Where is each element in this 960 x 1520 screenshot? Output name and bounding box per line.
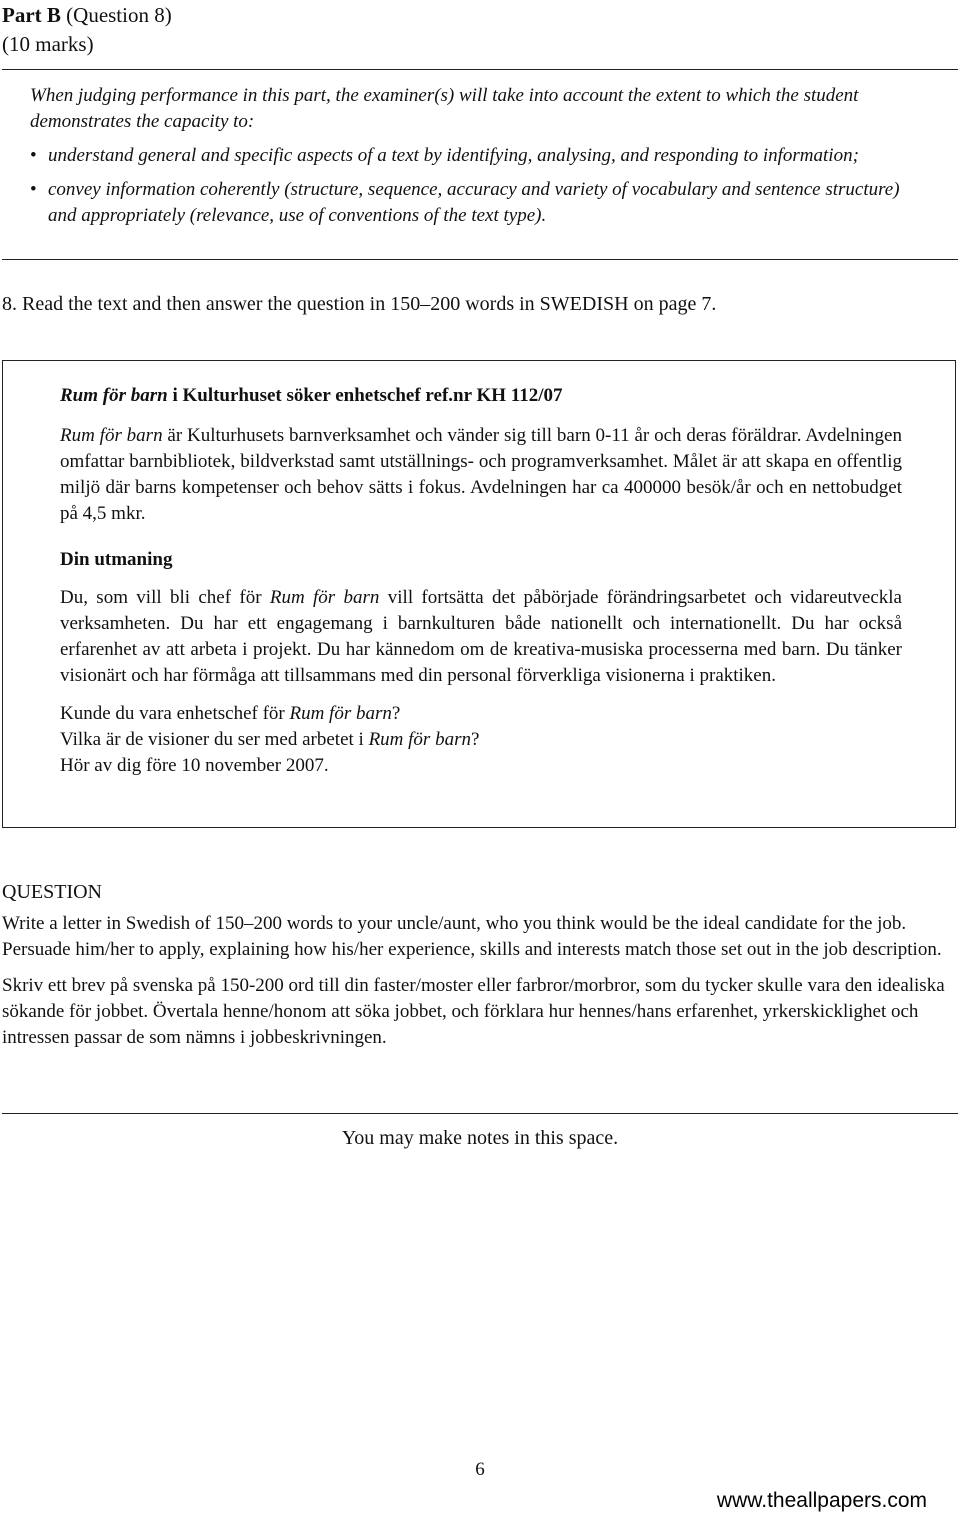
advert-title bbox=[60, 383, 902, 409]
assessment-criteria bbox=[30, 83, 930, 229]
question-swedish: Skriv ett brev på svenska på 150-200 ord till din faster/moster eller farbror/morbror, som du tycker skulle vara den idealiska sökande för jobbet. Övertala henne/honom att söka jobbet, och förklara hur hennes/hans erfarenhet, yrkerskicklighet och intressen passar de som nämns i jobbeskrivningen. bbox=[2, 975, 945, 1048]
criteria-item bbox=[30, 177, 930, 229]
bullet-icon: • bbox=[30, 179, 37, 200]
advert-closing-line-2: Vilka är de visioner du ser med arbetet i Rum för barn? bbox=[60, 729, 480, 750]
criteria-divider bbox=[2, 259, 958, 260]
advert-closing-line-3: Hör av dig före 10 november 2007. bbox=[60, 755, 329, 776]
task-instruction bbox=[2, 290, 716, 318]
advert-paragraph-2: Du, som vill bli chef för Rum för barn vill fortsätta det påbörjade förändringsarbetet och vidareutveckla verksamheten. Du har ett engagemang i barnkulturen både nationellt och internationellt. Du har också erfarenhet av att arbeta i projekt. Du har kännedom om de kreativa-musiska processerna med barn. Du tänker visionärt och har förmåga att tillsammans med din personal förverkliga visionerna i praktiken. bbox=[60, 587, 902, 686]
part-heading bbox=[2, 0, 172, 30]
top-divider bbox=[2, 69, 958, 70]
marks-label: (10 marks) bbox=[2, 32, 94, 56]
advert-subheading: Din utmaning bbox=[60, 549, 173, 570]
advert-closing-line-1: Kunde du vara enhetschef för Rum för barn? bbox=[60, 703, 401, 724]
advert-title-italic: Rum för barn bbox=[60, 385, 168, 406]
job-advert-content bbox=[60, 383, 902, 779]
criteria-intro: When judging performance in this part, the examiner(s) will take into account the extent to which the student demonstrates the capacity to: bbox=[30, 85, 859, 132]
question-reference: (Question 8) bbox=[66, 3, 172, 27]
criteria-item bbox=[30, 143, 930, 169]
task-number: 8. bbox=[2, 293, 17, 315]
question-heading: QUESTION bbox=[2, 881, 102, 903]
job-advert-box bbox=[2, 360, 956, 828]
advert-paragraph-1: Rum för barn är Kulturhusets barnverksamhet och vänder sig till barn 0-11 år och deras föräldrar. Avdelningen omfattar barnbibliotek, bildverkstad samt utställnings- och programverksamhet. Målet är att skapa en offentlig miljö där barns kompetenser och behov sätts i fokus. Avdelningen har ca 400000 besök/år och en nettobudget på 4,5 mkr. bbox=[60, 425, 902, 524]
criteria-list bbox=[30, 143, 930, 229]
question-english: Write a letter in Swedish of 150–200 words to your uncle/aunt, who you think would be the ideal candidate for the job. Persuade him/her to apply, explaining how his/her experience, skills and interests match those set out in the job description. bbox=[2, 913, 942, 960]
criteria-item-text: understand general and specific aspects of a text by identifying, analysing, and responding to information; bbox=[48, 145, 859, 166]
notes-divider bbox=[2, 1113, 958, 1114]
task-instruction-text: Read the text and then answer the question in 150–200 words in SWEDISH on page 7. bbox=[22, 293, 717, 315]
notes-instruction: You may make notes in this space. bbox=[341, 1127, 619, 1149]
question-body bbox=[2, 911, 958, 1051]
part-label: Part B bbox=[2, 3, 61, 27]
advert-title-rest: i Kulturhuset söker enhetschef ref.nr KH 112/07 bbox=[167, 385, 563, 406]
website-link[interactable]: www.theallpapers.com bbox=[716, 1489, 927, 1512]
criteria-item-text: convey information coherently (structure, sequence, accuracy and variety of vocabulary and sentence structure) and appropriately (relevance, use of conventions of the text type). bbox=[48, 179, 900, 226]
page-number: 6 bbox=[475, 1459, 485, 1480]
bullet-icon: • bbox=[30, 145, 37, 166]
